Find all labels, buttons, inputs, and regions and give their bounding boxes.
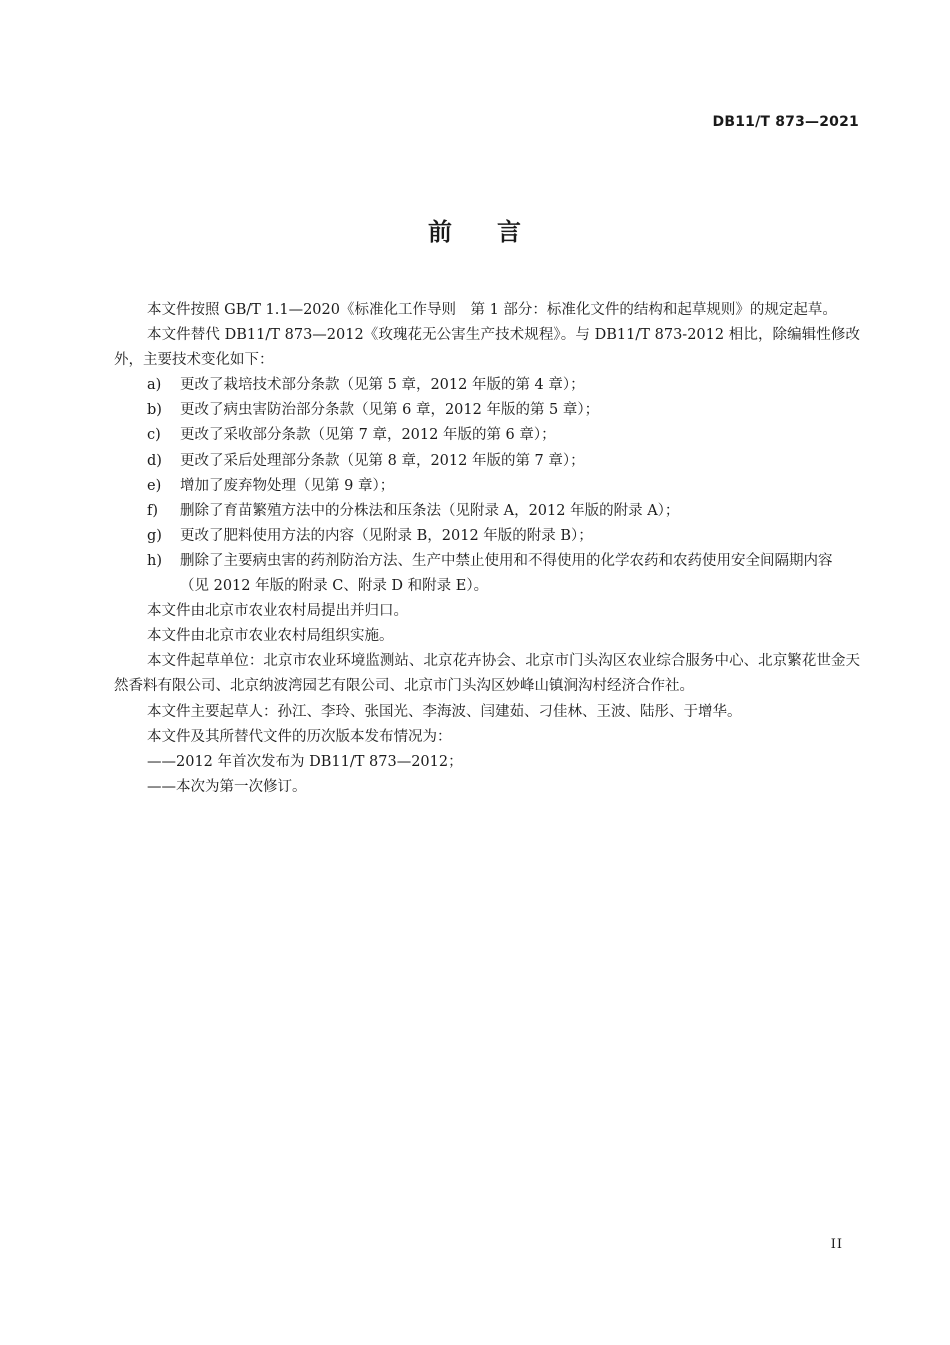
paragraph-drafting-units: 本文件起草单位：北京市农业环境监测站、北京花卉协会、北京市门头沟区农业综合服务中心、北京繁花世金天然香料有限公司、北京纳波湾园艺有限公司、北京市门头沟区妙峰山镇涧沟村经济合作社。	[114, 653, 860, 695]
list-marker: e)	[147, 477, 162, 494]
list-item	[114, 423, 860, 448]
list-marker: g)	[147, 527, 162, 544]
paragraph-proposer: 本文件由北京市农业农村局提出并归口。	[147, 603, 408, 620]
paragraph-implementer: 本文件由北京市农业农村局组织实施。	[147, 628, 394, 645]
paragraph-replacement: 本文件替代 DB11/T 873—2012《玫瑰花无公害生产技术规程》。与 DB11/T 873-2012 相比，除编辑性修改外，主要技术变化如下：	[114, 327, 860, 369]
paragraph-history-intro: 本文件及其所替代文件的历次版本发布情况为：	[147, 728, 452, 745]
foreword-body	[114, 298, 860, 800]
list-item-text: 更改了采后处理部分条款（见第 8 章，2012 年版的第 7 章）；	[180, 452, 585, 469]
list-marker: b)	[147, 402, 162, 419]
list-item	[114, 524, 860, 549]
list-item	[114, 549, 860, 599]
page-title	[0, 212, 950, 247]
list-marker: d)	[147, 452, 162, 469]
list-item	[114, 474, 860, 499]
list-marker: h)	[147, 552, 162, 569]
list-marker: f)	[147, 502, 159, 519]
document-code: DB11/T 873—2021	[712, 114, 859, 130]
title-char-1: 前	[428, 218, 453, 246]
list-marker: c)	[147, 427, 161, 444]
list-item	[114, 398, 860, 423]
paragraph-drafters: 本文件主要起草人：孙江、李玲、张国光、李海波、闫建茹、刁佳林、王波、陆彤、于增华。	[147, 703, 742, 720]
paragraph-drafting-rules: 本文件按照 GB/T 1.1—2020《标准化工作导则 第 1 部分：标准化文件的结构和起草规则》的规定起草。	[147, 302, 837, 318]
list-item-text: 更改了病虫害防治部分条款（见第 6 章，2012 年版的第 5 章）；	[180, 402, 600, 419]
history-entry: ——本次为第一次修订。	[147, 778, 307, 795]
list-item	[114, 499, 860, 524]
list-item-text: 更改了栽培技术部分条款（见第 5 章，2012 年版的第 4 章）；	[180, 377, 585, 394]
title-char-2: 言	[497, 218, 522, 246]
history-entry: ——2012 年首次发布为 DB11/T 873—2012；	[147, 753, 463, 770]
list-item-text: 更改了采收部分条款（见第 7 章，2012 年版的第 6 章）；	[180, 427, 556, 444]
list-item-text: 删除了主要病虫害的药剂防治方法、生产中禁止使用和不得使用的化学农药和农药使用安全间隔期内容（见 2012 年版的附录 C、附录 D 和附录 E）。	[180, 552, 833, 595]
page-number: II	[830, 1237, 843, 1252]
list-item-text: 删除了育苗繁殖方法中的分株法和压条法（见附录 A，2012 年版的附录 A）；	[180, 502, 680, 519]
list-item	[114, 373, 860, 398]
list-marker: a)	[147, 377, 162, 394]
list-item	[114, 449, 860, 474]
list-item-text: 更改了肥料使用方法的内容（见附录 B，2012 年版的附录 B）；	[180, 527, 593, 544]
list-item-text: 增加了废弃物处理（见第 9 章）；	[180, 477, 395, 494]
